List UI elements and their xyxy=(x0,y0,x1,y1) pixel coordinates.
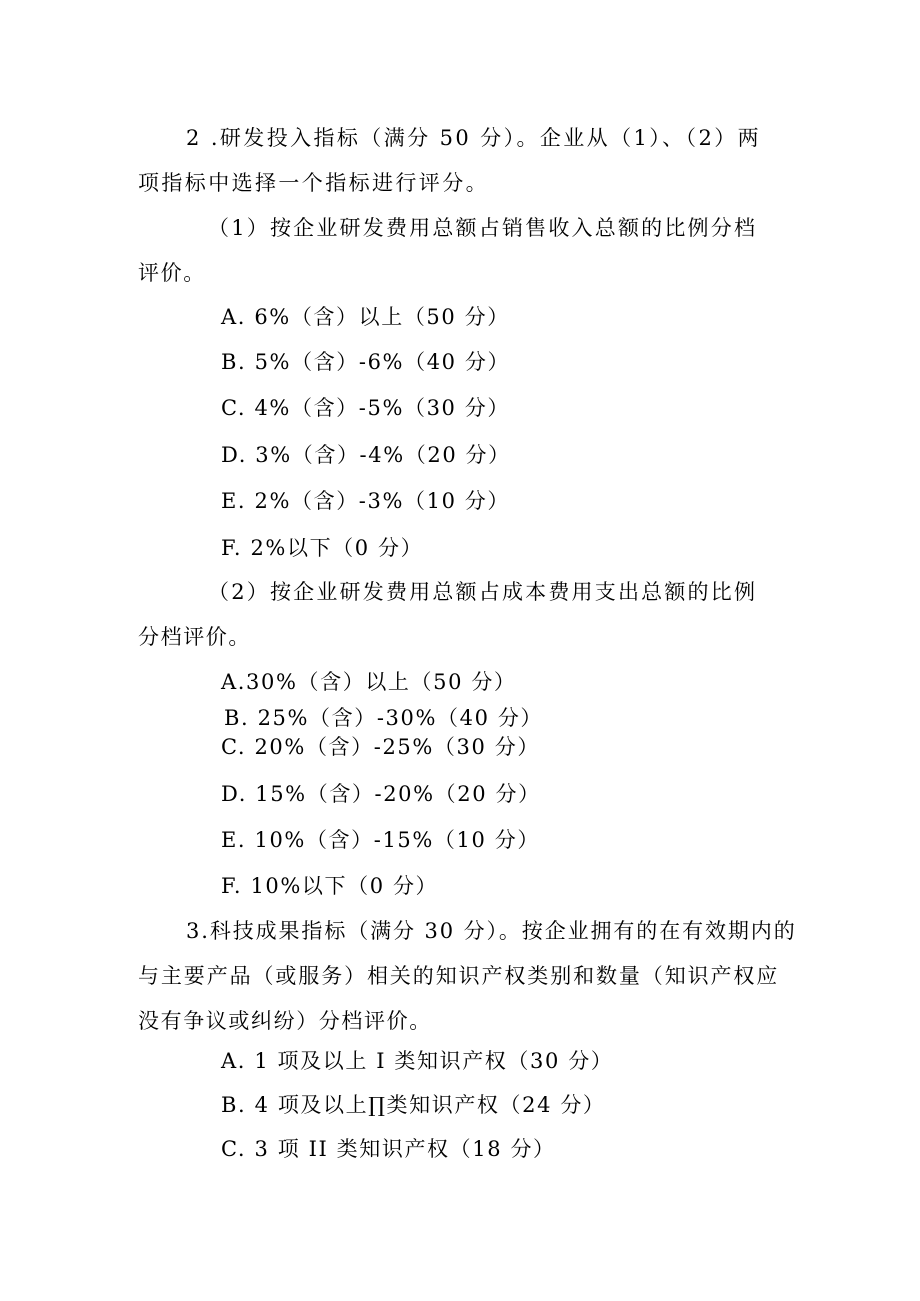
section-2-heading-line-2: 项指标中选择一个指标进行评分。 xyxy=(138,171,489,195)
criterion-1-option-c: C. 4%（含）-5%（30 分） xyxy=(221,396,510,420)
criterion-1-line-2: 评价。 xyxy=(138,261,206,285)
section-3-heading-line-3: 没有争议或纠纷）分档评价。 xyxy=(138,1009,432,1033)
criterion-2-option-e: E. 10%（含）-15%（10 分） xyxy=(221,828,540,852)
criterion-1-option-e: E. 2%（含）-3%（10 分） xyxy=(221,489,511,513)
criterion-2-line-1: （2）按企业研发费用总额占成本费用支出总额的比例 xyxy=(208,580,758,604)
criterion-2-option-c: C. 20%（含）-25%（30 分） xyxy=(221,735,540,759)
section-3-heading-line-1: 3.科技成果指标（满分 30 分）。按企业拥有的在有效期内的 xyxy=(186,919,797,943)
criterion-2-option-d: D. 15%（含）-20%（20 分） xyxy=(221,782,541,806)
criterion-1-line-1: （1）按企业研发费用总额占销售收入总额的比例分档 xyxy=(208,216,758,240)
section-2-heading-line-1: 2 .研发投入指标（满分 50 分）。企业从（1）、（2）两 xyxy=(186,126,762,150)
criterion-2-option-f: F. 10%以下（0 分） xyxy=(221,874,439,898)
criterion-2-option-a: A.30%（含）以上（50 分） xyxy=(221,670,517,694)
criterion-2-option-b: B. 25%（含）-30%（40 分） xyxy=(224,706,544,730)
section-3-option-b: B. 4 项及以上∏类知识产权（24 分） xyxy=(221,1093,606,1117)
criterion-1-option-a: A. 6%（含）以上（50 分） xyxy=(221,305,510,329)
criterion-1-option-b: B. 5%（含）-6%（40 分） xyxy=(221,350,511,374)
section-3-option-a: A. 1 项及以上 I 类知识产权（30 分） xyxy=(221,1049,614,1073)
criterion-2-line-2: 分档评价。 xyxy=(138,625,251,649)
criterion-1-option-f: F. 2%以下（0 分） xyxy=(221,536,424,560)
section-3-heading-line-2: 与主要产品（或服务）相关的知识产权类别和数量（知识产权应 xyxy=(138,964,780,988)
criterion-1-option-d: D. 3%（含）-4%（20 分） xyxy=(221,443,511,467)
section-3-option-c: C. 3 项 II 类知识产权（18 分） xyxy=(221,1137,556,1161)
